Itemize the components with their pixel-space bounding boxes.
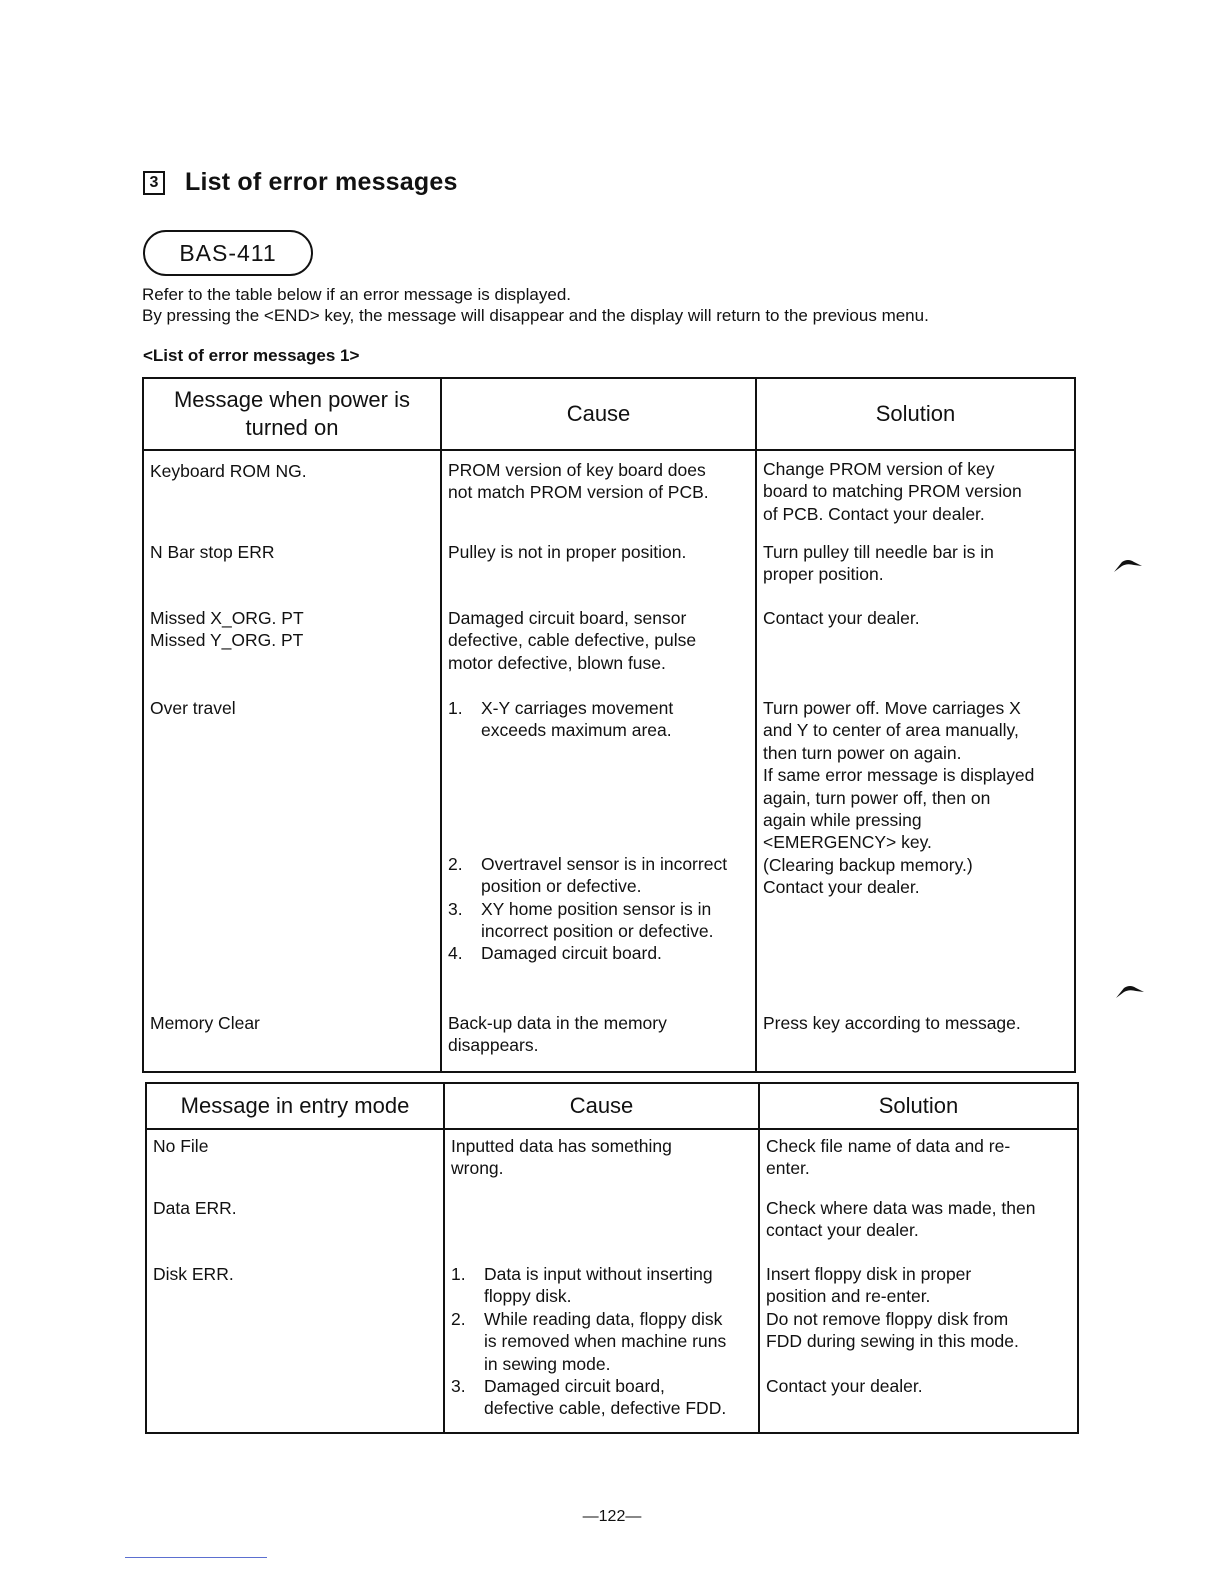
list-item: 4. Damaged circuit board. xyxy=(448,943,662,964)
solution-cell: Turn power off. Move carriages X and Y to center of area manually, then turn power on again. If same error message is displayed again, turn power off, then on again while pressing <EMERGENCY> key. (Clearing backup memory.) Contact your dealer. xyxy=(763,698,1035,898)
message-cell: Missed X_ORG. PT Missed Y_ORG. PT xyxy=(150,608,304,651)
list-item: 1. X-Y carriages movement exceeds maximum area. xyxy=(448,698,674,741)
message-cell: Data ERR. xyxy=(153,1198,237,1218)
margin-mark-icon xyxy=(1114,982,1146,1000)
solution-cell: Change PROM version of key board to matching PROM version of PCB. Contact your dealer. xyxy=(763,459,1022,524)
margin-mark-icon xyxy=(1112,556,1144,574)
header-solution: Solution xyxy=(756,378,1075,450)
solution-cell: Press key according to message. xyxy=(763,1013,1021,1033)
list-item: 2. Overtravel sensor is in incorrect position or defective. xyxy=(448,853,728,897)
table-row xyxy=(143,541,1075,607)
list-item: 1. Data is input without inserting floppy disk. xyxy=(451,1264,713,1307)
message-cell: N Bar stop ERR xyxy=(150,542,275,562)
message-cell: Keyboard ROM NG. xyxy=(150,461,307,481)
cause-cell xyxy=(442,697,755,965)
list-item: 3. XY home position sensor is in incorrect position or defective. xyxy=(448,898,714,942)
cause-cell: PROM version of key board does not match PROM version of PCB. xyxy=(448,460,709,503)
footer-rule xyxy=(125,1557,267,1558)
table-row xyxy=(143,697,1075,1012)
message-cell: Memory Clear xyxy=(150,1013,260,1033)
table-row xyxy=(143,607,1075,697)
table-row xyxy=(143,450,1075,541)
message-cell: Over travel xyxy=(150,698,236,718)
list-caption: <List of error messages 1> xyxy=(143,346,360,365)
solution-cell: Turn pulley till needle bar is in proper position. xyxy=(763,542,994,585)
intro-line-1: Refer to the table below if an error message is displayed. xyxy=(142,285,572,304)
header-message: Message when power is turned on xyxy=(143,378,441,450)
section-number: 3 xyxy=(143,171,165,195)
solution-cell: Insert floppy disk in proper position and re-enter. Do not remove floppy disk from FDD during sewing in this mode. Contact your dealer. xyxy=(766,1264,1019,1397)
table-row xyxy=(146,1197,1078,1263)
cause-cell xyxy=(445,1263,758,1420)
cause-cell: Pulley is not in proper position. xyxy=(448,542,687,562)
section-heading xyxy=(143,168,458,197)
header-message: Message in entry mode xyxy=(146,1083,444,1129)
intro-line-2: By pressing the <END> key, the message will disappear and the display will return to the previous menu. xyxy=(142,306,929,325)
cause-cell: Inputted data has something wrong. xyxy=(451,1136,672,1179)
cause-cell: Back-up data in the memory disappears. xyxy=(448,1013,667,1056)
cause-cell: Damaged circuit board, sensor defective, cable defective, pulse motor defective, blown fuse. xyxy=(448,608,697,673)
solution-cell: Contact your dealer. xyxy=(763,608,920,628)
error-table-entry-mode xyxy=(145,1082,1079,1434)
table-row xyxy=(146,1263,1078,1433)
page-number: —122— xyxy=(582,1508,642,1525)
header-solution: Solution xyxy=(759,1083,1078,1129)
error-table-power-on xyxy=(142,377,1076,1073)
solution-cell: Check file name of data and re- enter. xyxy=(766,1136,1011,1179)
table-row xyxy=(146,1129,1078,1197)
solution-cell: Check where data was made, then contact your dealer. xyxy=(766,1198,1036,1241)
header-cause: Cause xyxy=(441,378,756,450)
header-cause: Cause xyxy=(444,1083,759,1129)
table-row xyxy=(143,1012,1075,1072)
list-item: 2. While reading data, floppy disk is removed when machine runs in sewing mode. xyxy=(451,1308,727,1374)
message-cell: No File xyxy=(153,1136,209,1156)
model-badge: BAS-411 xyxy=(143,230,313,276)
list-item: 3. Damaged circuit board, defective cable, defective FDD. xyxy=(451,1376,727,1419)
message-cell: Disk ERR. xyxy=(153,1264,234,1284)
section-title: List of error messages xyxy=(185,168,458,196)
